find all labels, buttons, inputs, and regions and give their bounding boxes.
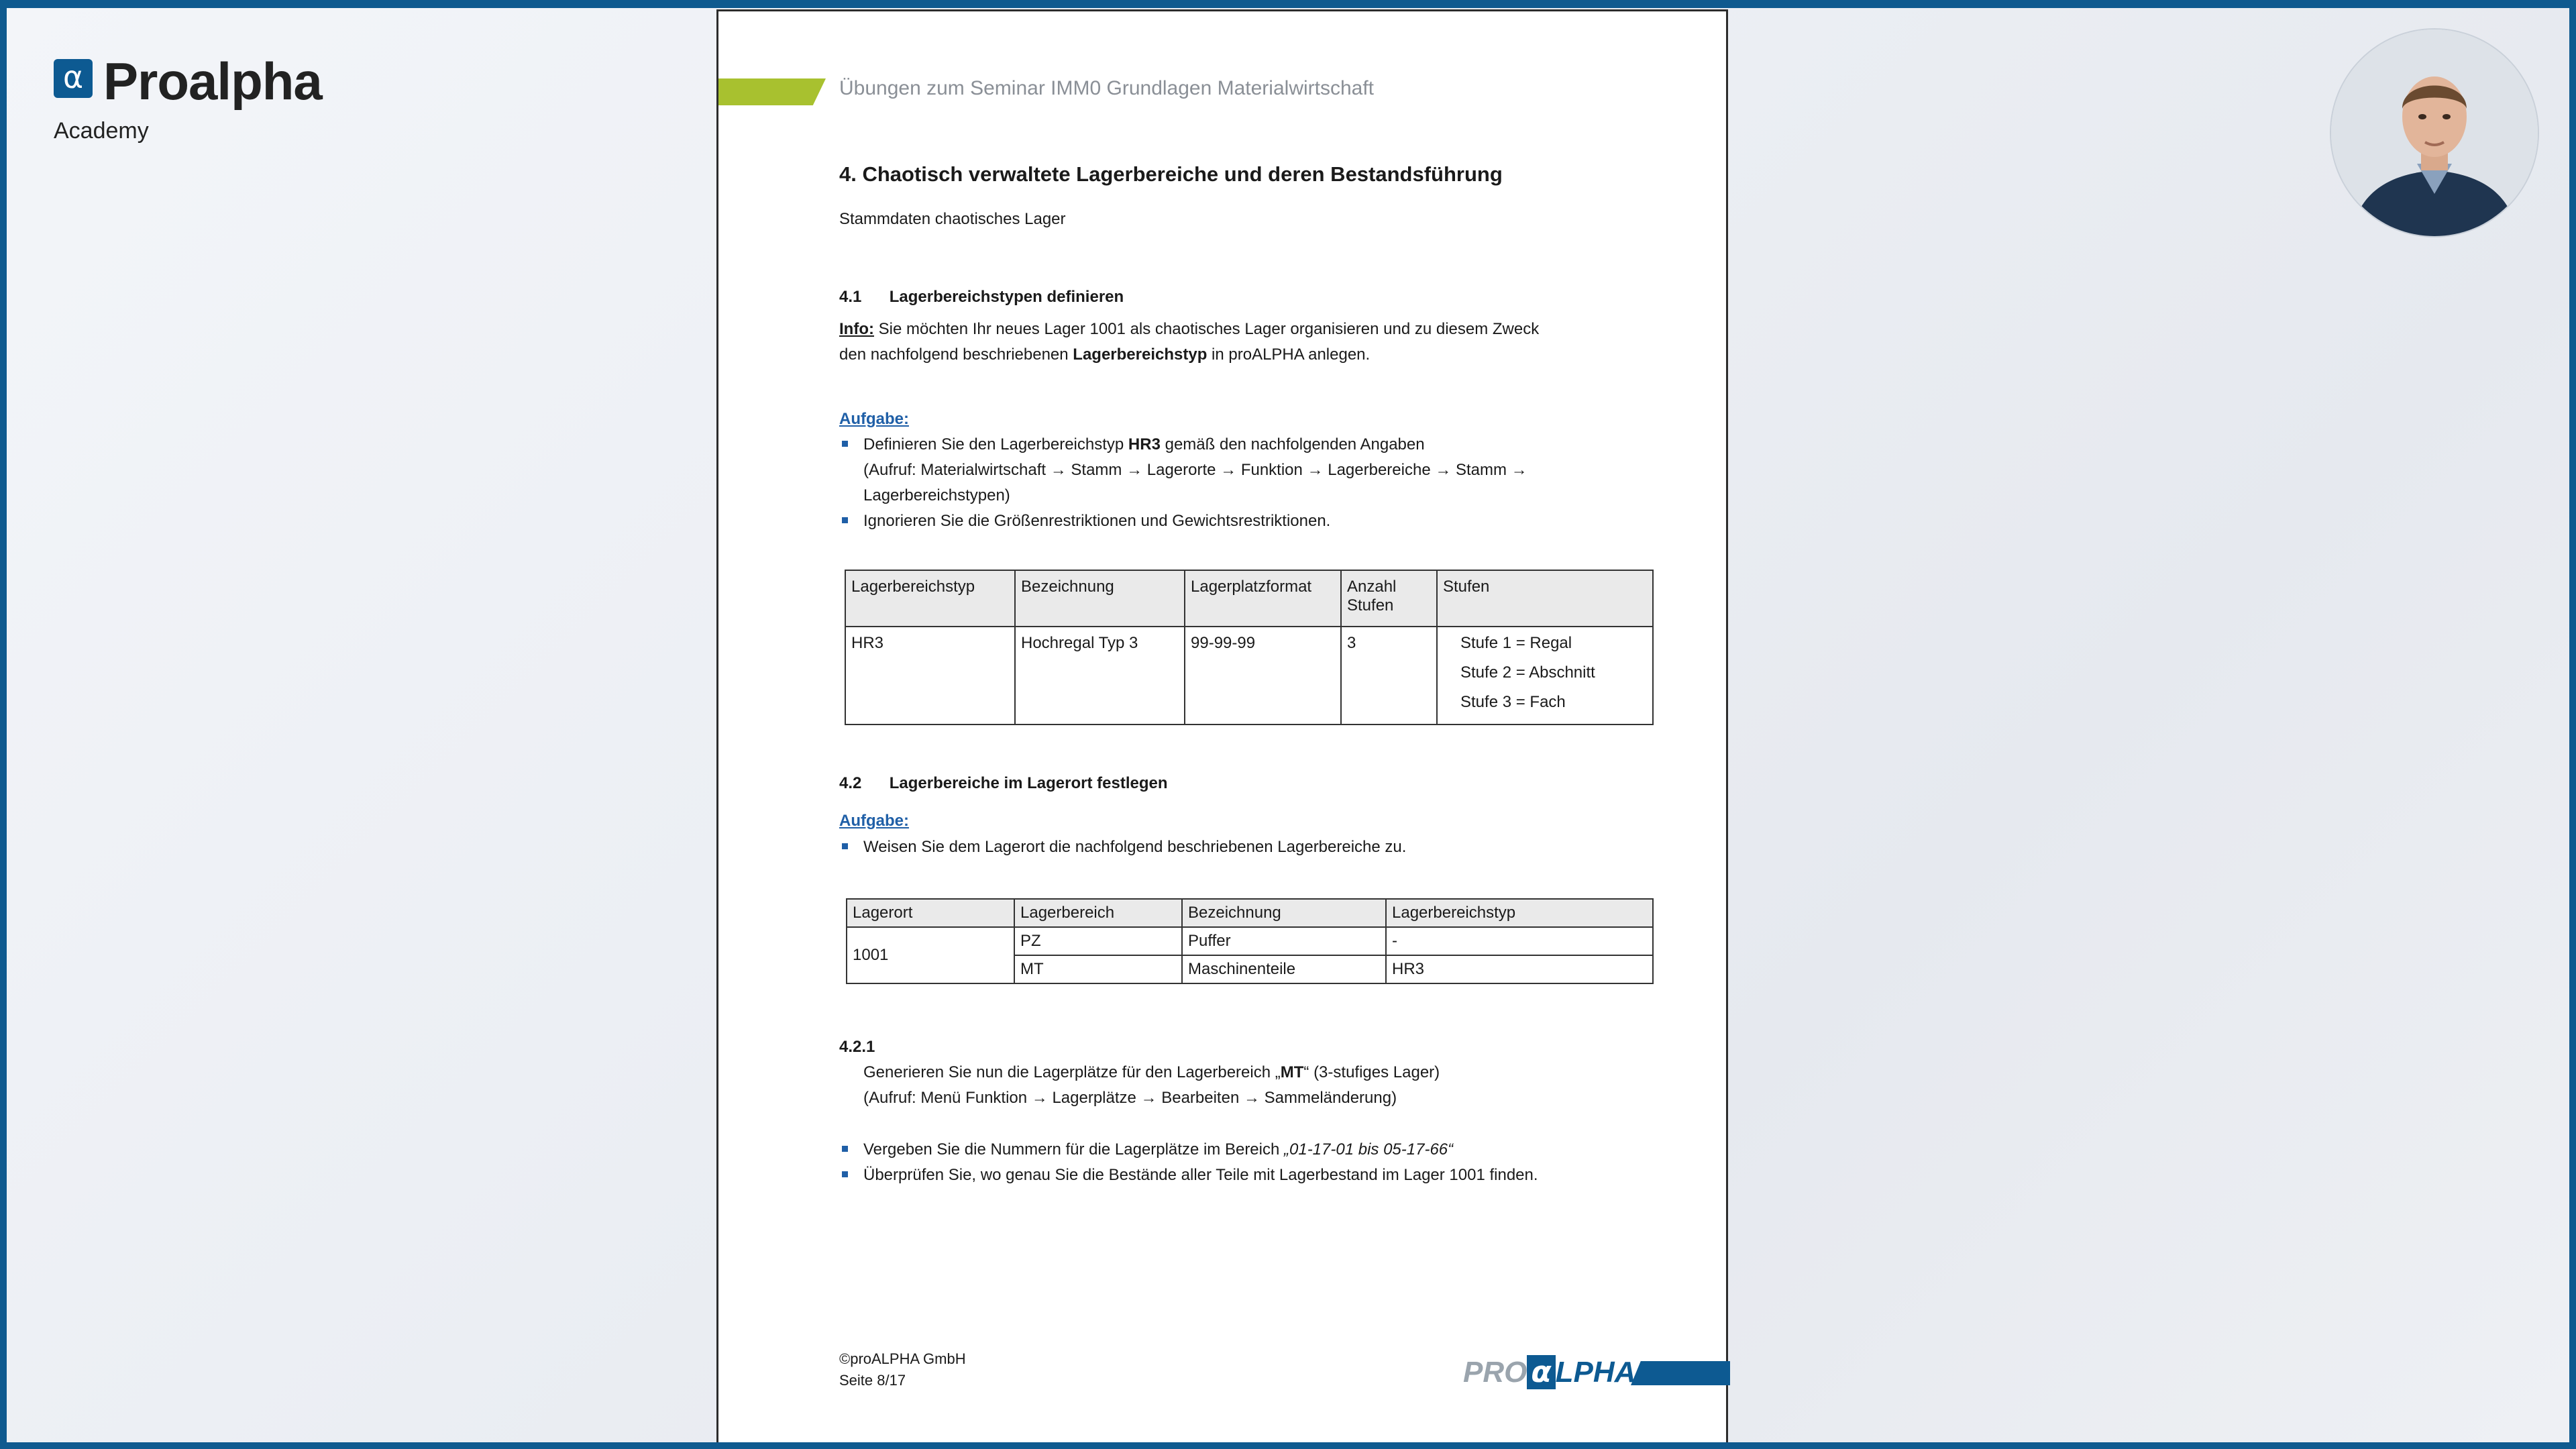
task-list-3: [839, 1137, 1644, 1188]
footer-info: [839, 1348, 966, 1391]
bullet-text: gemäß den nachfolgenden Angaben: [1160, 435, 1425, 453]
list-item: Ignorieren Sie die Größenrestriktionen und Gewichtsrestriktionen.: [839, 508, 1631, 534]
column-header: Lagerplatzformat: [1185, 570, 1341, 627]
footer-accent-bar: [1631, 1361, 1730, 1385]
logo-subtitle: Academy: [54, 118, 149, 144]
lagerbereiche-table: [846, 898, 1654, 984]
presenter-icon: [2331, 30, 2538, 236]
info-line-1: Sie möchten Ihr neues Lager 1001 als chaotisches Lager organisieren und zu diesem Zweck: [873, 320, 1540, 338]
section-number: 4.1: [839, 288, 862, 306]
info-line-2-end: in proALPHA anlegen.: [1207, 345, 1371, 364]
stufe-line: Stufe 1 = Regal: [1460, 634, 1572, 652]
column-header: Lagerbereichstyp: [845, 570, 1015, 627]
list-item: [839, 432, 1631, 508]
section-4-1-heading: [839, 288, 1124, 307]
section-number: 4.2: [839, 774, 862, 792]
chapter-subtitle: Stammdaten chaotisches Lager: [839, 210, 1066, 228]
info-line-2: den nachfolgend beschriebenen: [839, 345, 1073, 364]
table-cell: PZ: [1014, 927, 1182, 955]
logo-lpha: LPHA: [1555, 1356, 1636, 1389]
logo-wordmark: Proalpha: [103, 52, 322, 111]
bullet-text: Vergeben Sie die Nummern für die Lagerplätze im Bereich: [863, 1140, 1284, 1159]
task-label-1: Aufgabe:: [839, 410, 909, 428]
section-4-2-heading: [839, 774, 1168, 793]
column-header: Lagerbereich: [1014, 899, 1182, 927]
table-header-row: [845, 570, 1653, 627]
lagerort-cell: 1001: [847, 927, 1014, 983]
presentation-frame: [7, 8, 2569, 1442]
page-number: Seite 8/17: [839, 1372, 906, 1389]
stufen-cell: [1437, 627, 1653, 724]
bullet-path: (Aufruf: Materialwirtschaft → Stamm → Lagerorte → Funktion → Lagerbereiche → Stamm →: [863, 461, 1527, 479]
task-label-2: Aufgabe:: [839, 812, 909, 830]
bold-term: MT: [1280, 1063, 1304, 1081]
table-row: [845, 627, 1653, 724]
bullet-text: Definieren Sie den Lagerbereichstyp: [863, 435, 1128, 453]
column-header: Stufen: [1437, 570, 1653, 627]
list-item: [839, 1137, 1644, 1163]
text-line-end: “ (3-stufiges Lager): [1303, 1063, 1440, 1081]
stufe-line: Stufe 3 = Fach: [1460, 693, 1566, 711]
text-path: (Aufruf: Menü Funktion → Lagerplätze → Bearbeiten → Sammeländerung): [863, 1089, 1397, 1107]
section-4-2-1-text: [863, 1060, 1440, 1111]
table-cell: Puffer: [1182, 927, 1386, 955]
logo-pro: PRO: [1463, 1356, 1527, 1389]
bullet-italic-range: „01-17-01 bis 05-17-66“: [1284, 1140, 1454, 1159]
stufe-line: Stufe 2 = Abschnitt: [1460, 663, 1595, 682]
column-header: Bezeichnung: [1015, 570, 1185, 627]
task-list-2: [839, 835, 1631, 860]
header-accent-bar: [718, 78, 826, 105]
alpha-logo-icon: α: [54, 59, 93, 98]
table-cell: 99-99-99: [1185, 627, 1341, 724]
column-header: Lagerbereichstyp: [1386, 899, 1653, 927]
table-cell: MT: [1014, 955, 1182, 983]
table-cell: -: [1386, 927, 1653, 955]
lagerbereichstyp-table: [845, 570, 1654, 725]
chapter-heading: 4. Chaotisch verwaltete Lagerbereiche und deren Bestandsführung: [839, 162, 1503, 186]
column-header: Anzahl Stufen: [1341, 570, 1437, 627]
table-cell: HR3: [1386, 955, 1653, 983]
document-header: Übungen zum Seminar IMM0 Grundlagen Materialwirtschaft: [839, 77, 1375, 99]
text-line: Generieren Sie nun die Lagerplätze für den Lagerbereich „: [863, 1063, 1281, 1081]
task-list-1: [839, 432, 1631, 534]
table-cell: HR3: [845, 627, 1015, 724]
table-row: [847, 927, 1653, 955]
document-page: [716, 9, 1728, 1442]
proalpha-academy-logo: [54, 54, 362, 154]
table-header-row: [847, 899, 1653, 927]
proalpha-footer-logo: [1463, 1355, 1635, 1389]
bullet-path-end: Lagerbereichstypen): [863, 486, 1010, 504]
alpha-icon: α: [1527, 1355, 1555, 1389]
column-header: Bezeichnung: [1182, 899, 1386, 927]
table-cell: Maschinenteile: [1182, 955, 1386, 983]
bullet-bold: HR3: [1128, 435, 1161, 453]
presenter-webcam: [2331, 30, 2538, 236]
column-header: Lagerort: [847, 899, 1014, 927]
table-cell: Hochregal Typ 3: [1015, 627, 1185, 724]
copyright: ©proALPHA GmbH: [839, 1350, 966, 1367]
list-item: Überprüfen Sie, wo genau Sie die Bestände aller Teile mit Lagerbestand im Lager 1001 finden.: [839, 1163, 1644, 1188]
section-4-2-1-heading: 4.2.1: [839, 1038, 875, 1056]
info-label: Info:: [839, 320, 874, 338]
list-item: Weisen Sie dem Lagerort die nachfolgend beschriebenen Lagerbereiche zu.: [839, 835, 1631, 860]
info-paragraph: [839, 317, 1539, 368]
info-bold-term: Lagerbereichstyp: [1073, 345, 1208, 364]
section-title: Lagerbereiche im Lagerort festlegen: [889, 774, 1168, 792]
section-title: Lagerbereichstypen definieren: [889, 288, 1124, 306]
table-cell: 3: [1341, 627, 1437, 724]
